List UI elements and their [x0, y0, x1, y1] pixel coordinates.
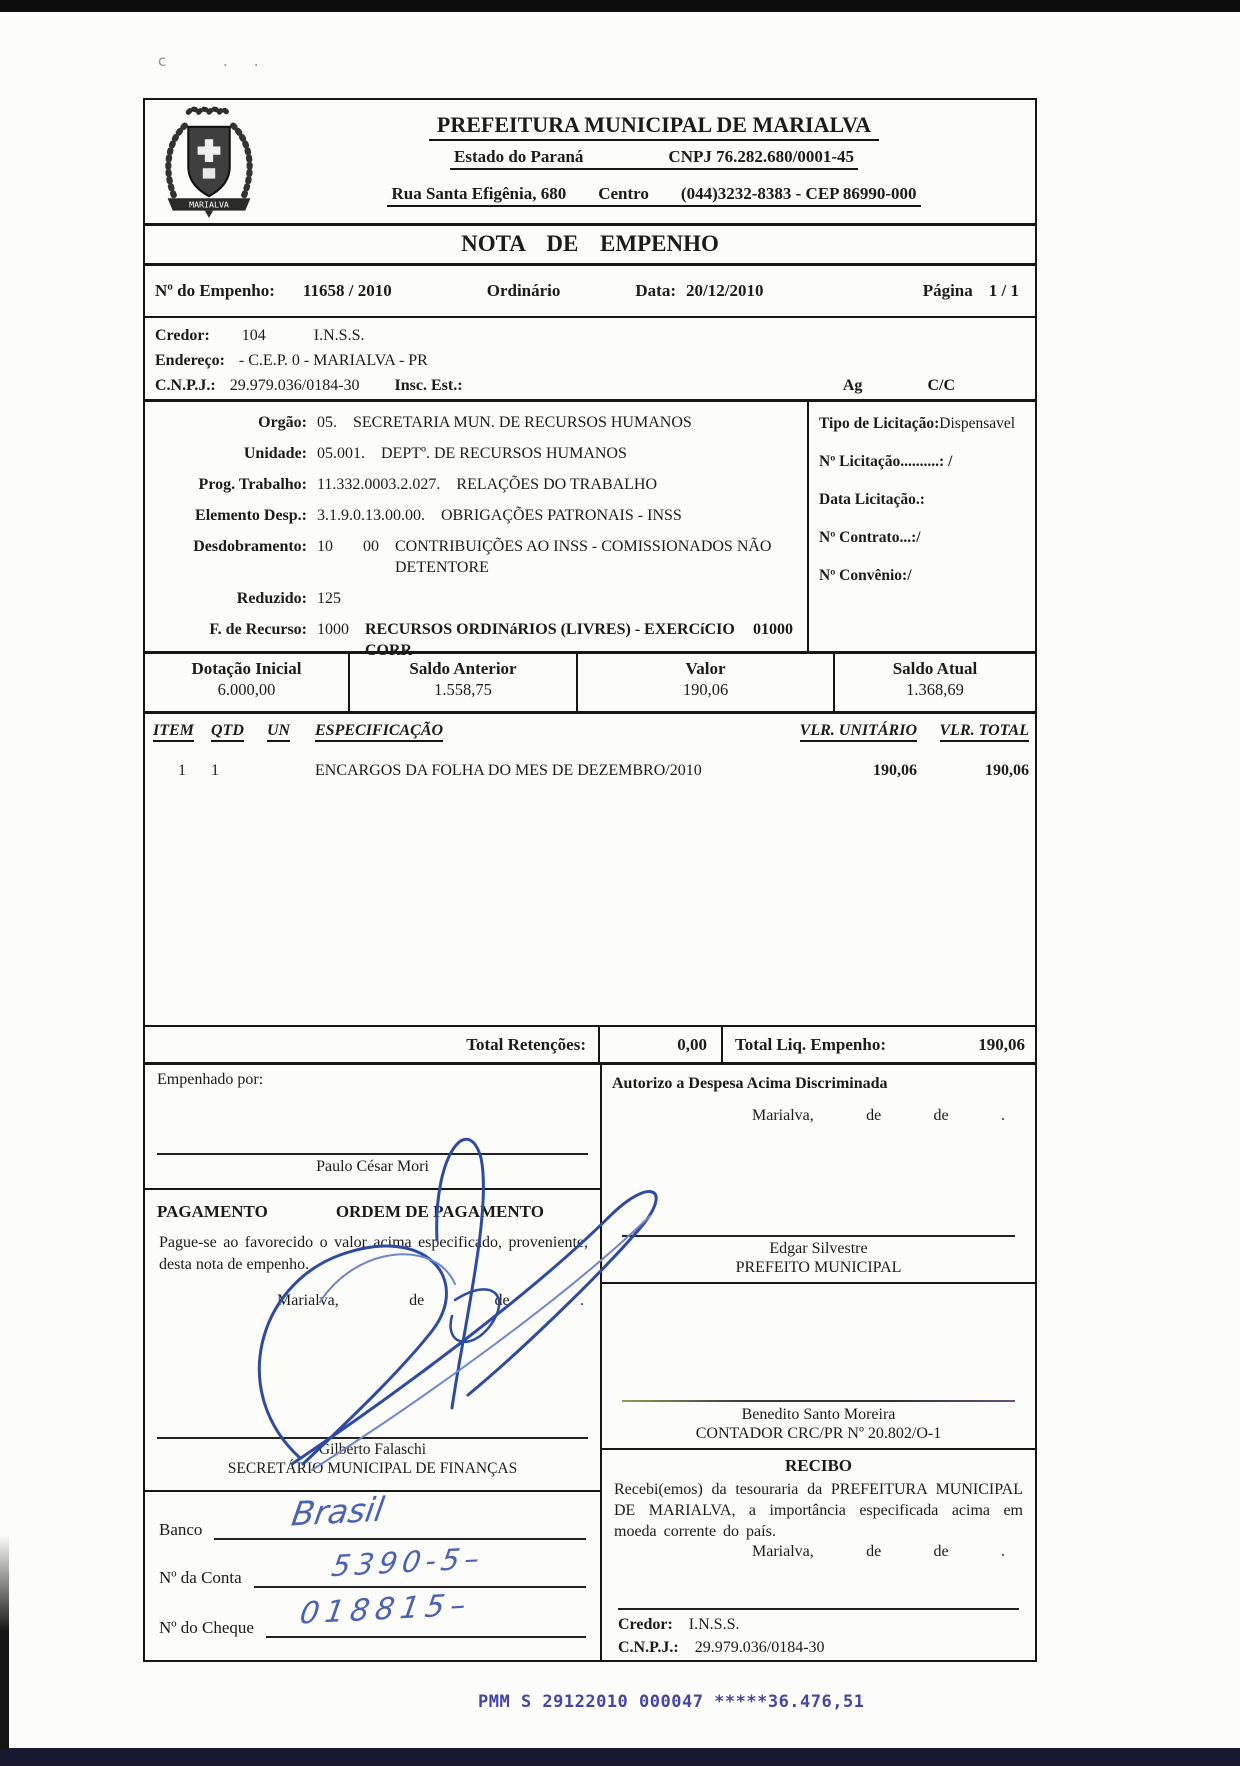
address-district: Centro — [598, 184, 649, 203]
payment-titles — [145, 1190, 600, 1222]
dotacao-inicial-value: 6.000,00 — [217, 680, 276, 699]
handwritten-bank-name: Brasil — [288, 1489, 388, 1534]
document-header — [145, 100, 1035, 226]
document-title: NOTA DE EMPENHO — [145, 226, 1035, 266]
bidding-type-value: Dispensavel — [939, 415, 1016, 432]
empenho-number-label: Nº do Empenho: — [155, 281, 275, 300]
city-label: Marialva, — [752, 1107, 814, 1124]
account-number-label: Nº da Conta — [159, 1568, 242, 1587]
nota-de-empenho-document — [143, 98, 1037, 1662]
de-label: de — [933, 1107, 949, 1124]
contador-title: CONTADOR CRC/PR Nº 20.802/O-1 — [695, 1425, 942, 1442]
creditor-cnpj-row — [145, 373, 1035, 398]
authorization-title: Autorizo a Despesa Acima Discriminada — [612, 1075, 888, 1092]
elemento-label: Elemento Desp.: — [195, 507, 307, 524]
municipal-coat-of-arms-logo — [145, 100, 273, 223]
logo-banner-text: MARIALVA — [189, 199, 229, 210]
empenho-type: Ordinário — [486, 281, 561, 300]
pencil-mark: c .. — [158, 52, 285, 70]
state-registration-label: Insc. Est.: — [394, 376, 463, 394]
pagamento-title: PAGAMENTO — [157, 1202, 268, 1221]
saldo-atual-cell — [835, 654, 1035, 711]
empenhado-por-box — [145, 1065, 600, 1190]
desdobramento-code: 10 — [317, 538, 333, 555]
elemento-desc: OBRIGAÇÕES PATRONAIS - INSS — [441, 507, 682, 524]
cheque-number-label: Nº do Cheque — [159, 1618, 254, 1637]
item-number: 1 — [178, 762, 186, 779]
org-cnpj: CNPJ 76.282.680/0001-45 — [668, 147, 854, 166]
de-label: de — [494, 1292, 510, 1309]
agreement-number-row: Nº Convênio:/ — [819, 567, 912, 584]
items-header-un: UN — [267, 722, 290, 742]
total-liquido-cell — [723, 1027, 1035, 1062]
contador-signature-block — [602, 1405, 1035, 1443]
contador-name: Benedito Santo Moreira — [741, 1406, 896, 1423]
item-unit — [267, 762, 315, 780]
scan-edge-top — [0, 0, 1240, 12]
orgao-desc: SECRETARIA MUN. DE RECURSOS HUMANOS — [353, 414, 692, 431]
address-phone-cep: (044)3232-8383 - CEP 86990-000 — [680, 184, 917, 203]
budget-classification-rows — [145, 402, 807, 659]
desdobramento-code2: 00 — [363, 538, 379, 555]
item-specification: ENCARGOS DA FOLHA DO MES DE DEZEMBRO/2010 — [315, 762, 702, 779]
items-header-qtd: QTD — [211, 722, 244, 742]
state-label: Estado do Paraná — [454, 147, 584, 166]
right-signatures-column — [602, 1065, 1035, 1660]
elemento-code: 3.1.9.0.13.00.00. — [317, 507, 425, 524]
payment-date-line — [145, 1276, 600, 1310]
budget-row-elemento — [145, 505, 807, 526]
budget-row-orgao — [145, 412, 807, 433]
item-unit-value: 190,06 — [873, 762, 917, 779]
bidding-type-label: Tipo de Licitação: — [819, 415, 940, 432]
fonte-recurso-code: 1000 — [317, 621, 349, 638]
budget-balance-table — [145, 654, 1035, 714]
account-label: C/C — [927, 376, 955, 394]
de-label: de — [866, 1543, 882, 1560]
prog-trabalho-label: Prog. Trabalho: — [198, 476, 307, 493]
budget-row-unidade — [145, 443, 807, 464]
state-and-cnpj-line — [450, 147, 858, 170]
empenho-date-value: 20/12/2010 — [686, 281, 764, 300]
signature-line-empenhado — [157, 1153, 588, 1155]
contract-number-row: Nº Contrato...:/ — [819, 529, 921, 546]
total-retencoes-label: Total Retenções: — [145, 1027, 600, 1062]
bidding-number-row: Nº Licitação..........: / — [819, 453, 953, 470]
budget-row-prog-trabalho — [145, 474, 807, 495]
receipt-creditor-row — [618, 1616, 739, 1634]
empenho-date — [635, 281, 763, 301]
address-line — [387, 184, 920, 207]
bank-label: Banco — [159, 1520, 203, 1539]
creditor-address-value: - C.E.P. 0 - MARIALVA - PR — [238, 351, 428, 369]
desdobramento-desc: CONTRIBUIÇÕES AO INSS - COMISSIONADOS NÃO DETENTORE — [395, 538, 772, 576]
de-label: de — [866, 1107, 882, 1124]
page-indicator — [923, 281, 1019, 301]
item-total-value: 190,06 — [985, 762, 1029, 779]
receipt-cnpj-value: 29.979.036/0184-30 — [694, 1639, 825, 1656]
receipt-creditor-label: Credor: — [618, 1616, 673, 1633]
payment-order-box — [145, 1190, 600, 1492]
processing-stamp: PMM S 29122010 000047 *****36.476,51 — [478, 1692, 865, 1712]
orgao-label: Orgão: — [258, 414, 307, 431]
reduzido-label: Reduzido: — [236, 590, 307, 607]
header-identification — [273, 100, 1035, 223]
city-label: Marialva, — [277, 1292, 339, 1309]
empenhado-signer-name: Paulo César Mori — [316, 1158, 429, 1175]
handwritten-cheque-number: 018815– — [297, 1587, 475, 1632]
signature-line-contador — [622, 1400, 1015, 1402]
empenho-number-value: 11658 / 2010 — [302, 281, 392, 300]
valor-value: 190,06 — [682, 680, 729, 699]
receipt-title: RECIBO — [784, 1456, 853, 1475]
dot-label: . — [1001, 1107, 1005, 1124]
ordem-de-pagamento-title: ORDEM DE PAGAMENTO — [335, 1202, 544, 1221]
receipt-cnpj-label: C.N.P.J.: — [618, 1639, 679, 1656]
coat-of-arms-icon — [157, 104, 261, 220]
agency-label: Ag — [842, 376, 863, 394]
address-street: Rua Santa Efigênia, 680 — [391, 184, 567, 203]
prog-trabalho-desc: RELAÇÕES DO TRABALHO — [456, 476, 658, 493]
fonte-recurso-desc: RECURSOS ORDINáRIOS (LIVRES) - EXERCíCIO CORR — [365, 621, 735, 659]
creditor-address-row — [145, 348, 1035, 373]
creditor-address-label: Endereço: — [155, 351, 225, 369]
items-header-vlr-total: VLR. TOTAL — [940, 722, 1030, 742]
bidding-date-row: Data Licitação.: — [819, 491, 925, 508]
bidding-info-column — [807, 402, 1035, 651]
unidade-code: 05.001. — [317, 445, 365, 462]
saldo-atual-header: Saldo Atual — [892, 659, 978, 678]
dotacao-inicial-header: Dotação Inicial — [191, 659, 302, 678]
creditor-name: I.N.S.S. — [313, 326, 365, 344]
orgao-code: 05. — [317, 414, 337, 431]
saldo-atual-value: 1.368,69 — [906, 680, 964, 699]
prefeito-name: Edgar Silvestre — [769, 1240, 868, 1257]
authorization-box — [602, 1065, 1035, 1284]
de-label: de — [409, 1292, 425, 1309]
receipt-text: Recebi(emos) da tesouraria da PREFEITURA MUNICIPAL DE MARIALVA, a importância especificada acima em moeda corrente do país. — [614, 1481, 1023, 1540]
fonte-recurso-extra-code: 01000 — [753, 621, 793, 638]
bidding-type-row — [819, 414, 1035, 434]
totals-row — [145, 1027, 1035, 1065]
authorization-date-line — [602, 1093, 1035, 1125]
total-liquido-value: 190,06 — [978, 1034, 1025, 1054]
scan-edge-left-smudge — [0, 1535, 9, 1750]
empenho-date-label: Data: — [635, 281, 676, 300]
handwritten-account-number: 5390-5– — [329, 1540, 487, 1584]
secretario-title: SECRETÁRIO MUNICIPAL DE FINANÇAS — [227, 1460, 518, 1477]
items-header-vlr-unitario: VLR. UNITÁRIO — [800, 722, 917, 742]
items-section — [145, 714, 1035, 1027]
items-header-item: ITEM — [153, 722, 194, 742]
secretario-signature-block — [145, 1440, 600, 1478]
prefeito-signature-block — [602, 1239, 1035, 1277]
signature-line-prefeito — [622, 1235, 1015, 1237]
total-liquido-label: Total Liq. Empenho: — [735, 1034, 886, 1054]
saldo-anterior-cell — [350, 654, 578, 711]
fonte-recurso-label: F. de Recurso: — [209, 621, 307, 638]
de-label: de — [933, 1543, 949, 1560]
accountant-box — [602, 1284, 1035, 1450]
unidade-desc: DEPTº. DE RECURSOS HUMANOS — [381, 445, 627, 462]
dot-label: . — [580, 1292, 584, 1309]
saldo-anterior-header: Saldo Anterior — [409, 659, 517, 678]
creditor-code: 104 — [241, 326, 266, 344]
scan-edge-bottom — [0, 1748, 1240, 1766]
receipt-creditor-value: I.N.S.S. — [688, 1616, 740, 1633]
signature-line-receipt — [618, 1608, 1019, 1610]
signature-line-secretario — [157, 1437, 588, 1439]
valor-cell — [578, 654, 835, 711]
budget-row-desdobramento — [145, 536, 807, 578]
creditor-cnpj-value: 29.979.036/0184-30 — [229, 376, 360, 394]
signatures-section — [145, 1065, 1035, 1660]
item-quantity: 1 — [211, 762, 219, 779]
prefeito-title: PREFEITO MUNICIPAL — [735, 1259, 902, 1276]
empenhado-por-label: Empenhado por: — [157, 1071, 264, 1088]
desdobramento-label: Desdobramento: — [193, 538, 307, 555]
items-header-espec: ESPECIFICAÇÃO — [315, 722, 443, 742]
item-row — [153, 762, 1029, 780]
receipt-cnpj-row — [618, 1639, 825, 1657]
payment-order-text: Pague-se ao favorecido o valor acima especificado, proveniente, desta nota de empenho. — [159, 1234, 588, 1273]
city-label: Marialva, — [752, 1543, 814, 1560]
page-label: Página — [922, 281, 973, 300]
receipt-box — [602, 1450, 1035, 1660]
page-value: 1 / 1 — [988, 281, 1019, 300]
dotacao-inicial-cell — [145, 654, 350, 711]
unidade-label: Unidade: — [243, 445, 307, 462]
prog-trabalho-code: 11.332.0003.2.027. — [317, 476, 441, 493]
empenho-number-row — [145, 266, 1035, 318]
organization-name: PREFEITURA MUNICIPAL DE MARIALVA — [429, 112, 879, 141]
receipt-date-line — [602, 1542, 1035, 1561]
total-retencoes-value: 0,00 — [600, 1027, 723, 1062]
creditor-section — [145, 318, 1035, 402]
budget-classification-section — [145, 402, 1035, 659]
creditor-row — [145, 323, 1035, 348]
creditor-cnpj-label: C.N.P.J.: — [155, 376, 216, 394]
items-table-header — [153, 722, 1029, 740]
bank-fill-line — [214, 1506, 586, 1540]
budget-row-reduzido — [145, 588, 807, 609]
secretario-name: Gilberto Falaschi — [318, 1441, 427, 1458]
saldo-anterior-value: 1.558,75 — [434, 680, 492, 699]
dot-label: . — [1001, 1543, 1005, 1560]
creditor-label: Credor: — [155, 326, 210, 344]
reduzido-code: 125 — [317, 590, 341, 607]
valor-header: Valor — [685, 659, 726, 678]
